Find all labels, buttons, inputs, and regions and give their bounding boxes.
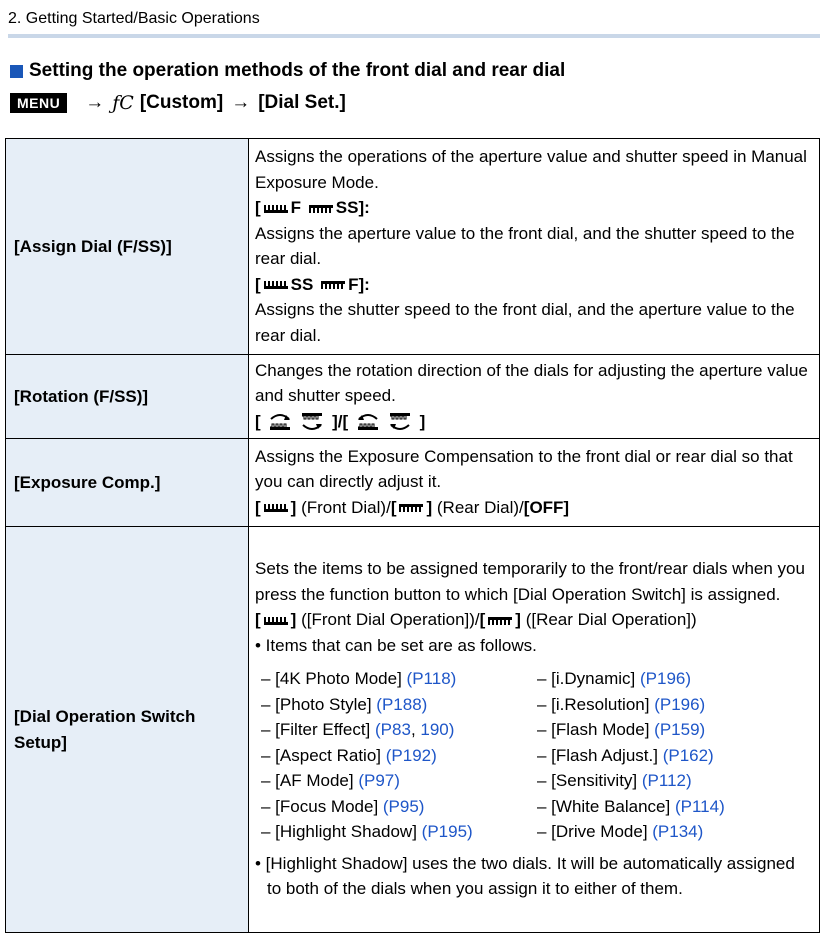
list-item	[537, 819, 813, 845]
front-dial-icon	[264, 504, 288, 512]
table-row	[6, 439, 820, 527]
bracket: ]	[419, 411, 426, 431]
item-text: – [Highlight Shadow]	[261, 822, 422, 842]
rear-dial-icon	[399, 504, 423, 512]
bracket: [	[479, 610, 486, 630]
item-text: – [Flash Mode]	[537, 720, 655, 740]
list-item	[537, 794, 813, 820]
option-text: F]:	[348, 274, 370, 294]
option-text: [OFF]	[523, 497, 570, 517]
option-text: F	[290, 198, 302, 217]
rotation-clockwise-icon	[267, 411, 325, 433]
option-heading	[255, 272, 813, 298]
arrow-icon: →	[85, 92, 105, 113]
front-dial-icon	[264, 205, 288, 213]
page-link[interactable]: (P192)	[385, 745, 437, 765]
list-item	[261, 768, 537, 794]
arrow-icon: →	[231, 92, 251, 113]
rear-dial-icon	[321, 281, 345, 289]
list-item	[261, 692, 537, 718]
row-label: [Rotation (F/SS)]	[6, 355, 249, 439]
option-text: ([Rear Dial Operation])	[520, 610, 697, 630]
items-left-column	[261, 666, 537, 845]
page-link[interactable]: (P162)	[662, 745, 714, 765]
description-text: Sets the items to be assigned temporarily to the front/rear dials when you press the function button to which [Dial Operation Switch] is assigned.	[255, 559, 805, 604]
exposure-options	[255, 495, 813, 521]
page-link[interactable]: (P83	[375, 720, 411, 740]
bracket: ]	[290, 610, 297, 630]
list-item	[261, 794, 537, 820]
row-description	[249, 139, 820, 355]
dial-set-label: [Dial Set.]	[258, 92, 346, 113]
items-right-column	[537, 666, 813, 845]
page-link[interactable]: 190)	[420, 720, 455, 740]
list-item	[537, 717, 813, 743]
item-text: – [Flash Adjust.]	[537, 745, 663, 765]
description-text: Assigns the operations of the aperture value and shutter speed in Manual Exposure Mode.	[255, 147, 807, 192]
page-link[interactable]: (P95)	[382, 796, 425, 816]
description-text: Assigns the aperture value to the front dial, and the shutter speed to the rear dial.	[255, 223, 795, 268]
item-text: – [Focus Mode]	[261, 796, 383, 816]
list-item	[261, 666, 537, 692]
menu-badge: MENU	[10, 93, 67, 113]
settings-table	[5, 138, 820, 933]
item-text: – [AF Mode]	[261, 771, 359, 791]
table-row	[6, 355, 820, 439]
item-text: – [i.Resolution]	[537, 694, 655, 714]
separator: ]/[	[332, 411, 349, 431]
page-link[interactable]: (P196)	[639, 669, 692, 689]
items-columns	[261, 666, 813, 845]
item-text: – [Aspect Ratio]	[261, 745, 386, 765]
item-text: – [Filter Effect]	[261, 720, 376, 740]
row-label: [Exposure Comp.]	[6, 439, 249, 527]
row-description	[249, 355, 820, 439]
description-text: Assigns the Exposure Compensation to the front dial or rear dial so that you can directly adjust it.	[255, 446, 793, 492]
description-text: Changes the rotation direction of the dials for adjusting the aperture value and shutter speed.	[255, 360, 808, 406]
bracket: ]	[515, 610, 521, 630]
menu-path	[10, 92, 346, 114]
bracket: [	[255, 610, 261, 630]
item-text: – [4K Photo Mode]	[261, 669, 407, 689]
header-rule	[8, 34, 820, 38]
bracket: ]	[426, 497, 433, 517]
rotation-options	[255, 409, 813, 435]
page-link[interactable]: (P195)	[421, 822, 473, 842]
bullet-text: • Items that can be set are as follows.	[255, 635, 537, 655]
option-text: SS]:	[335, 198, 370, 217]
item-text: – [Sensitivity]	[537, 771, 642, 791]
separator: ,	[410, 720, 421, 740]
item-text: – [White Balance]	[537, 796, 675, 816]
page-link[interactable]: (P118)	[406, 669, 457, 689]
list-item	[537, 743, 813, 769]
front-dial-icon	[264, 281, 288, 289]
description-text: Assigns the shutter speed to the front dial, and the aperture value to the rear dial.	[255, 300, 795, 345]
list-item	[261, 743, 537, 769]
list-item	[261, 819, 537, 845]
table-row	[6, 527, 820, 933]
bullet-text: • [Highlight Shadow] uses the two dials. It will be automatically assigned to both of the dials when you assign it to either of them.	[255, 853, 795, 899]
list-item	[537, 768, 813, 794]
custom-label: [Custom]	[139, 92, 224, 113]
list-item	[537, 692, 813, 718]
row-label: [Assign Dial (F/SS)]	[6, 139, 249, 355]
row-description	[249, 439, 820, 527]
section-title-text: Setting the operation methods of the front dial and rear dial	[29, 60, 566, 81]
option-heading	[255, 195, 813, 221]
section-title	[10, 60, 565, 82]
row-description	[249, 527, 820, 933]
page-link[interactable]: (P134)	[652, 822, 704, 842]
switch-options	[255, 607, 813, 633]
option-text: SS	[290, 274, 314, 294]
row-label: [Dial Operation Switch Setup]	[6, 527, 249, 933]
page-link[interactable]: (P196)	[654, 694, 706, 714]
blue-square-icon	[10, 65, 23, 78]
rear-dial-icon	[309, 205, 333, 213]
front-dial-icon	[264, 617, 288, 625]
bracket: ]	[290, 497, 297, 517]
list-item	[261, 717, 537, 743]
item-text: – [Drive Mode]	[537, 822, 653, 842]
page-link[interactable]: (P114)	[674, 796, 725, 816]
bracket: [	[390, 497, 397, 517]
bracket: [	[255, 198, 261, 217]
rotation-counterclockwise-icon	[355, 411, 413, 433]
chapter-header: 2. Getting Started/Basic Operations	[8, 10, 260, 27]
option-text: (Front Dial)/	[296, 497, 391, 517]
bracket: [	[255, 497, 261, 517]
page-link[interactable]: (P188)	[376, 694, 428, 714]
page-link[interactable]: (P159)	[654, 720, 706, 740]
custom-menu-icon: ƒC	[112, 92, 134, 114]
option-text: (Rear Dial)/	[432, 497, 524, 517]
option-text: ([Front Dial Operation])/	[296, 610, 480, 630]
item-text: – [Photo Style]	[261, 694, 377, 714]
list-item	[537, 666, 813, 692]
item-text: – [i.Dynamic]	[537, 669, 640, 689]
rear-dial-icon	[488, 617, 512, 625]
page-link[interactable]: (P97)	[358, 771, 400, 791]
bracket: [	[255, 274, 261, 294]
table-row	[6, 139, 820, 355]
page-link[interactable]: (P112)	[641, 771, 692, 791]
bracket: [	[255, 411, 261, 431]
